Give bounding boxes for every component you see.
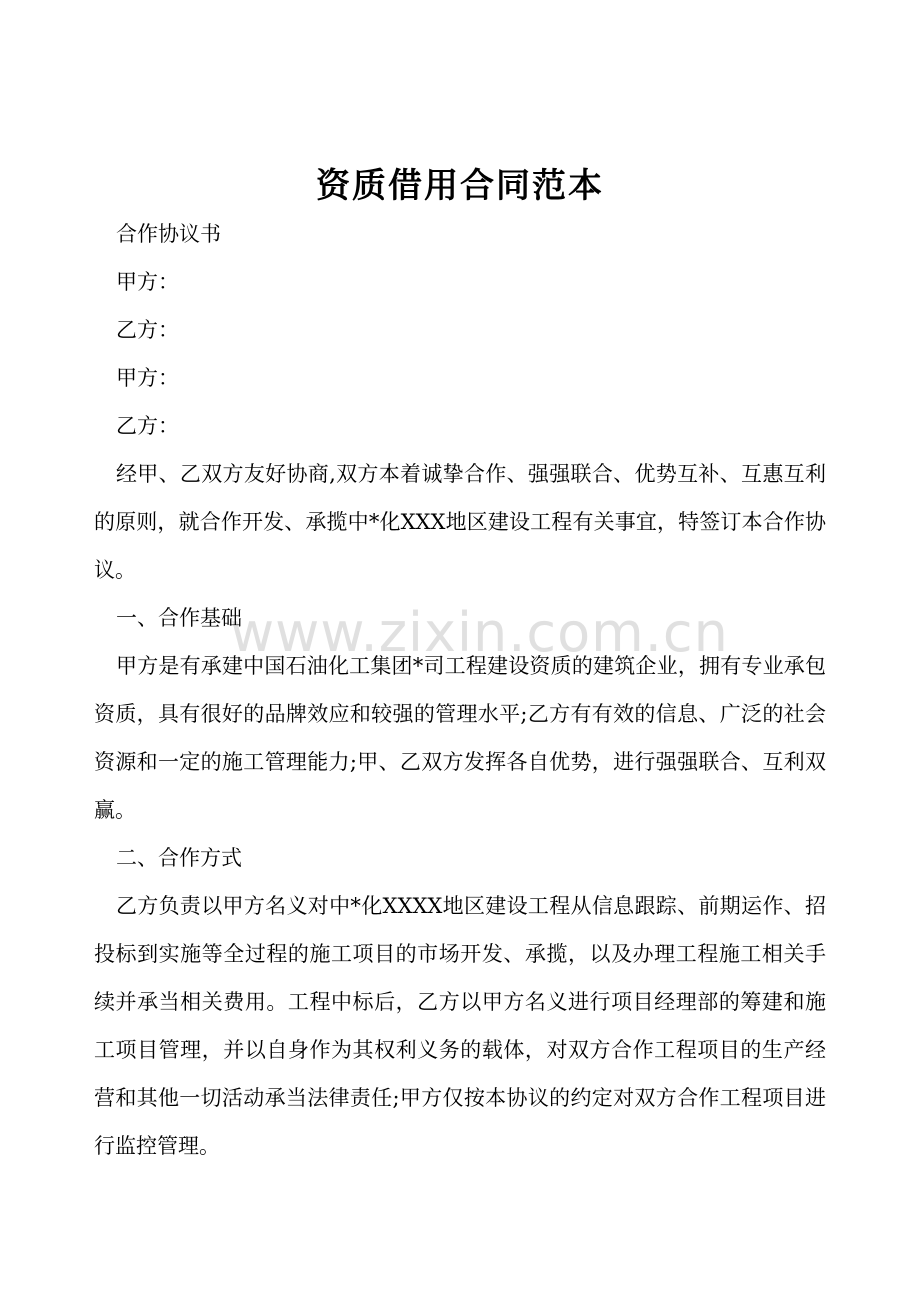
party-a-label-1: 甲方：: [116, 270, 179, 294]
party-b-label-2: 乙方：: [116, 414, 179, 438]
section1-heading: 一、合作基础: [116, 606, 242, 630]
document-body: [94, 210, 826, 1170]
watermark-text: www.zixin.com.cn: [230, 601, 729, 664]
agreement-heading: 合作协议书: [116, 222, 221, 246]
section2-heading: 二、合作方式: [116, 846, 242, 870]
document-title: 资质借用合同范本: [316, 166, 604, 206]
section1-paragraph: 甲方是有承建中国石油化工集团*司工程建设资质的建筑企业，拥有专业承包资质，具有很好的品牌效应和较强的管理水平;乙方有有效的信息、广泛的社会资源和一定的施工管理能力;甲、乙双方发挥各自优势，进行强强联合、互利双赢。: [94, 654, 826, 822]
party-b-label-1: 乙方：: [116, 318, 179, 342]
party-a-label-2: 甲方：: [116, 366, 179, 390]
section2-paragraph: 乙方负责以甲方名义对中*化XXXX地区建设工程从信息跟踪、前期运作、招投标到实施等全过程的施工项目的市场开发、承揽，以及办理工程施工相关手续并承当相关费用。工程中标后，乙方以甲方名义进行项目经理部的筹建和施工项目管理，并以自身作为其权利义务的载体，对双方合作工程项目的生产经营和其他一切活动承当法律责任;甲方仅按本协议的约定对双方合作工程项目进行监控管理。: [94, 894, 826, 1158]
intro-paragraph: 经甲、乙双方友好协商,双方本着诚挚合作、强强联合、优势互补、互惠互利的原则，就合作开发、承揽中*化XXX地区建设工程有关事宜，特签订本合作协议。: [94, 462, 826, 582]
